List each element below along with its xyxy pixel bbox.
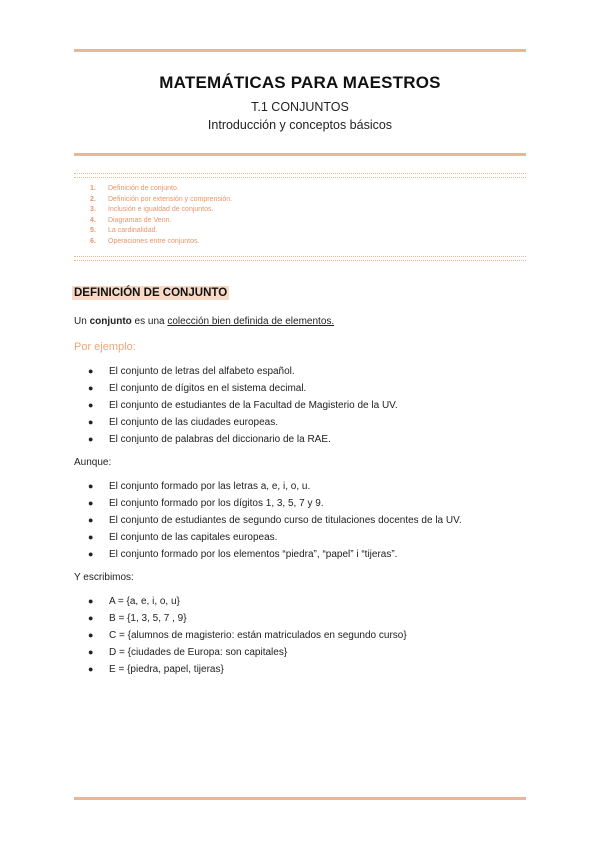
bullet-icon: ●	[88, 515, 94, 525]
toc-item[interactable]: 2. Definición por extensión y comprensión.	[90, 195, 233, 203]
document-subtitle-secondary: Introducción y conceptos básicos	[207, 118, 393, 132]
list-item: ● El conjunto de dígitos en el sistema decimal.	[74, 380, 534, 397]
bullet-icon: ●	[88, 434, 94, 444]
bullet-icon: ●	[88, 647, 94, 657]
examples-list	[74, 363, 534, 448]
toc-top-dotted-line-2	[74, 177, 526, 178]
list-item: ● El conjunto de estudiantes de la Facultad de Magisterio de la UV.	[74, 397, 534, 414]
list-item: ● El conjunto de las ciudades europeas.	[74, 414, 534, 431]
list-item: ● A = {a, e, i, o, u}	[74, 593, 534, 610]
bullet-icon: ●	[88, 366, 94, 376]
bullet-icon: ●	[88, 664, 94, 674]
toc-item[interactable]: 4. Diagramas de Venn.	[90, 216, 172, 224]
toc-top-dotted-line	[74, 173, 526, 174]
bullet-icon: ●	[88, 549, 94, 559]
footer-rule	[74, 797, 526, 800]
top-rule	[74, 49, 526, 52]
bullet-icon: ●	[88, 383, 94, 393]
section-content	[74, 286, 534, 678]
list-item: ● El conjunto formado por los dígitos 1, 3, 5, 7 y 9.	[74, 495, 534, 512]
list-item: ● C = {alumnos de magisterio: están matriculados en segundo curso}	[74, 627, 534, 644]
table-of-contents	[90, 184, 232, 248]
escribimos-label: Y escribimos:	[74, 572, 134, 583]
bullet-icon: ●	[88, 596, 94, 606]
bullet-icon: ●	[88, 630, 94, 640]
list-item: ● El conjunto formado por los elementos “piedra”, “papel” i “tijeras”.	[74, 546, 534, 563]
bullet-icon: ●	[88, 613, 94, 623]
escribimos-list	[74, 593, 534, 678]
term-conjunto: conjunto	[89, 316, 132, 327]
toc-bottom-dotted-line-2	[74, 260, 526, 261]
list-item: ● B = {1, 3, 5, 7 , 9}	[74, 610, 534, 627]
list-item: ● El conjunto de las capitales europeas.	[74, 529, 534, 546]
bullet-icon: ●	[88, 417, 94, 427]
toc-item[interactable]: 6. Operaciones entre conjuntos.	[90, 237, 200, 245]
list-item: ● D = {ciudades de Europa: son capitales}	[74, 644, 534, 661]
list-item: ● El conjunto de letras del alfabeto español.	[74, 363, 534, 380]
aunque-label: Aunque:	[74, 457, 112, 468]
bullet-icon: ●	[88, 498, 94, 508]
document-header	[0, 73, 600, 132]
example-label: Por ejemplo:	[74, 341, 136, 353]
toc-bottom-dotted-line	[74, 256, 526, 257]
list-item: ● El conjunto de palabras del diccionario de la RAE.	[74, 431, 534, 448]
aunque-list	[74, 478, 534, 563]
definition-paragraph: Un conjunto es una colección bien definida de elementos.	[74, 316, 335, 327]
definition-underlined: colección bien definida de elementos.	[167, 316, 335, 327]
list-item: ● E = {piedra, papel, tijeras}	[74, 661, 534, 678]
list-item: ● El conjunto formado por las letras a, e, i, o, u.	[74, 478, 534, 495]
toc-item[interactable]: 3. Inclusión e igualdad de conjuntos.	[90, 206, 214, 214]
section-heading: DEFINICIÓN DE CONJUNTO	[74, 287, 228, 299]
toc-item[interactable]: 5. La cardinalidad.	[90, 227, 158, 235]
header-bottom-rule	[74, 153, 526, 156]
toc-item[interactable]: 1. Definición de conjunto.	[90, 185, 179, 192]
bullet-icon: ●	[88, 532, 94, 542]
document-subtitle: T.1 CONJUNTOS	[251, 100, 349, 114]
document-title: MATEMÁTICAS PARA MAESTROS	[159, 73, 441, 92]
list-item: ● El conjunto de estudiantes de segundo curso de titulaciones docentes de la UV.	[74, 512, 534, 529]
bullet-icon: ●	[88, 481, 94, 491]
bullet-icon: ●	[88, 400, 94, 410]
